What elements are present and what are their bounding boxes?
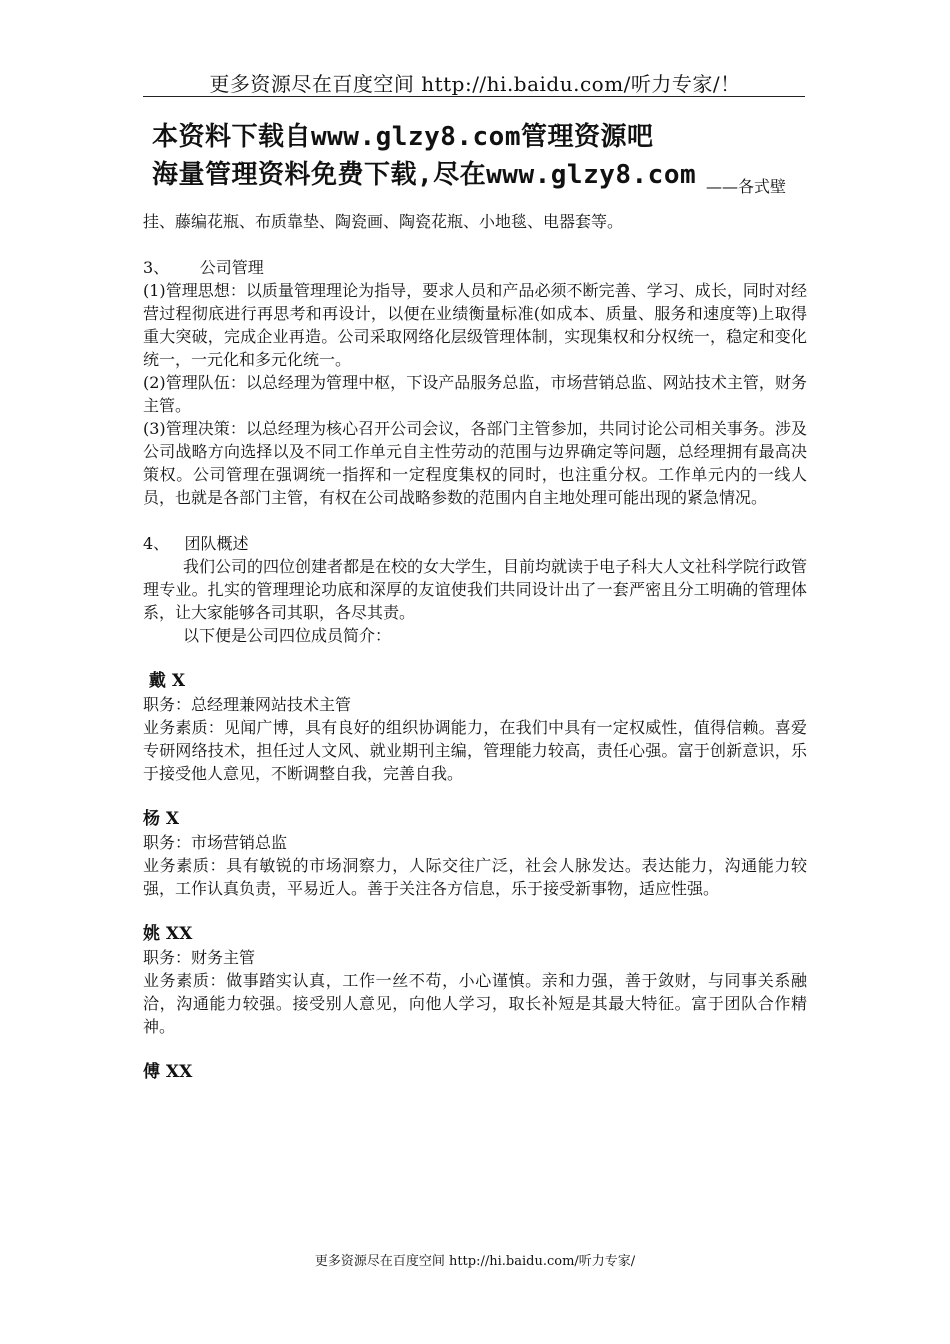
member-role: 职务：总经理兼网站技术主管 <box>143 695 352 714</box>
member-quality: 业务素质：见闻广博，具有良好的组织协调能力，在我们中具有一定权威性，值得信赖。喜爱专研网络技术，担任过人文风、就业期刊主编，管理能力较高，责任心强。富于创新意识，乐于接受他人意见，不断调整自我，完善自我。 <box>143 718 807 783</box>
member-role: 职务：财务主管 <box>143 948 256 967</box>
member-name: 戴 X <box>143 671 186 691</box>
member-role: 职务：市场营销总监 <box>143 833 288 852</box>
spacer <box>143 785 807 808</box>
continuation-tail: ——各式壁 <box>706 177 787 196</box>
member-profile <box>143 923 807 1038</box>
watermark-banner <box>152 118 696 194</box>
spacer <box>143 233 807 256</box>
spacer <box>143 900 807 923</box>
member-profile <box>143 808 807 900</box>
banner-line-2: 海量管理资料免费下载,尽在www.glzy8.com <box>152 160 697 190</box>
spacer <box>143 647 807 670</box>
page-footer: 更多资源尽在百度空间 http://hi.baidu.com/听力专家/ <box>314 1254 636 1269</box>
member-quality: 业务素质：具有敏锐的市场洞察力，人际交往广泛，社会人脉发达。表达能力，沟通能力较强，工作认真负责，平易近人。善于关注各方信息，乐于接受新事物，适应性强。 <box>143 856 807 898</box>
spacer <box>143 1038 807 1061</box>
section-3-management-decisions: (3)管理决策：以总经理为核心召开公司会议，各部门主管参加，共同讨论公司相关事务。涉及公司战略方向选择以及不同工作单元自主性劳动的范围与边界确定等问题，总经理拥有最高决策权。公司管理在强调统一指挥和一定程度集权的同时，也注重分权。工作单元内的一线人员，也就是各部门主管，有权在公司战略参数的范围内自主地处理可能出现的紧急情况。 <box>143 419 807 507</box>
page-header: 更多资源尽在百度空间 http://hi.baidu.com/听力专家/！ <box>209 72 741 96</box>
document-body <box>143 210 807 1084</box>
section-4-intro: 以下便是公司四位成员简介： <box>183 626 392 645</box>
section-3-heading: 3、 公司管理 <box>143 258 264 277</box>
member-name: 傅 XX <box>143 1062 193 1082</box>
member-profile <box>143 670 807 785</box>
member-name: 杨 X <box>143 809 180 829</box>
continuation-text: 挂、藤编花瓶、布质靠垫、陶瓷画、陶瓷花瓶、小地毯、电器套等。 <box>143 212 624 231</box>
member-name: 姚 XX <box>143 924 193 944</box>
section-3-management-philosophy: (1)管理思想：以质量管理理论为指导，要求人员和产品必须不断完善、学习、成长，同时对经营过程彻底进行再思考和再设计，以便在业绩衡量标准(如成本、质量、服务和速度等)上取得重大突破，完成企业再造。公司采取网络化层级管理体制，实现集权和分权统一，稳定和变化统一，一元化和多元化统一。 <box>143 281 807 369</box>
section-4-heading: 4、 团队概述 <box>143 534 249 553</box>
section-3-management-team: (2)管理队伍：以总经理为管理中枢，下设产品服务总监，市场营销总监、网站技术主管，财务主管。 <box>143 373 807 415</box>
header-divider <box>143 96 805 97</box>
section-4-overview: 我们公司的四位创建者都是在校的女大学生，目前均就读于电子科大人文社科学院行政管理专业。扎实的管理理论功底和深厚的友谊使我们共同设计出了一套严密且分工明确的管理体系，让大家能够各司其职，各尽其责。 <box>143 557 808 622</box>
member-profile <box>143 1061 807 1084</box>
banner-line-1: 本资料下载自www.glzy8.com管理资源吧 <box>152 122 654 152</box>
spacer <box>143 509 807 532</box>
member-quality: 业务素质：做事踏实认真，工作一丝不苟，小心谨慎。亲和力强，善于敛财，与同事关系融洽，沟通能力较强。接受别人意见，向他人学习，取长补短是其最大特征。富于团队合作精神。 <box>143 971 807 1036</box>
